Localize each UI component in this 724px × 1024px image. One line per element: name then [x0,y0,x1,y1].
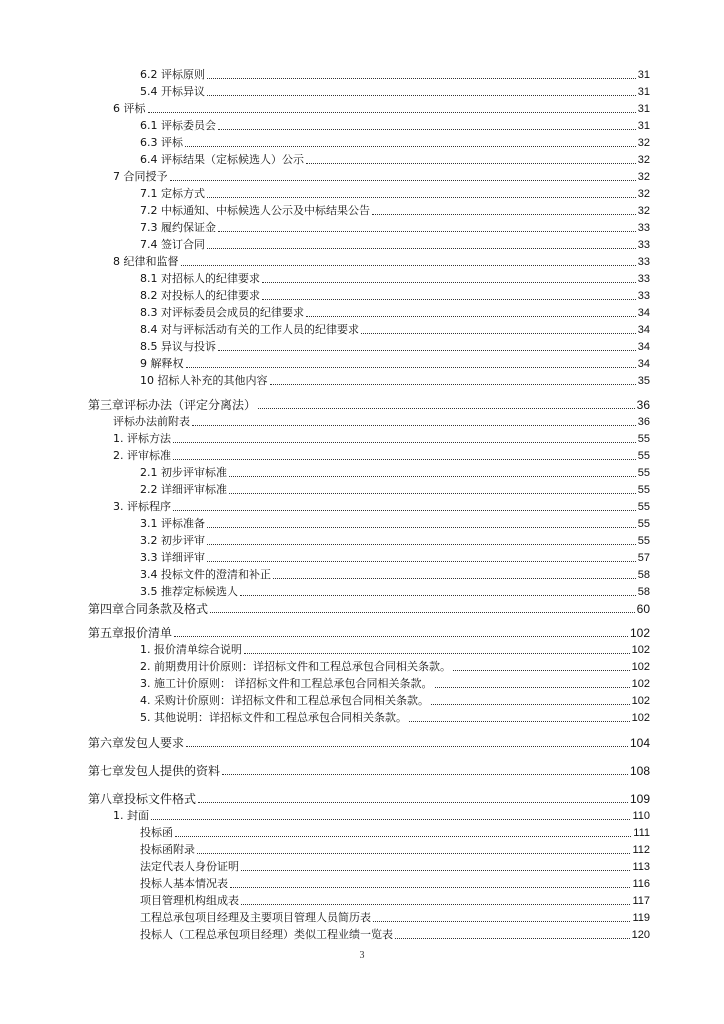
toc-leader-dots [207,527,636,528]
toc-entry-title: 2. 评审标准 [113,449,171,462]
toc-leader-dots [173,442,636,443]
toc-entry-title: 3.2 初步评审 [140,534,205,547]
toc-leader-dots [361,333,636,334]
toc-leader-dots [175,836,631,837]
toc-entry-title: 第六章发包人要求 [88,736,185,750]
toc-entry[interactable] [140,841,650,857]
toc-entry-page: 104 [629,736,650,750]
toc-entry[interactable] [88,600,650,616]
toc-entry-page: 111 [633,827,650,839]
toc-leader-dots [262,299,636,300]
toc-entry-page: 108 [629,764,650,778]
toc-entry[interactable] [140,532,650,548]
toc-entry[interactable] [140,355,650,371]
toc-entry-title: 评标办法前附表 [113,415,190,428]
toc-entry[interactable] [113,253,650,269]
toc-entry[interactable] [113,100,650,116]
toc-entry-title: 7.1 定标方式 [140,187,205,200]
toc-leader-dots [431,704,630,705]
toc-entry-page: 102 [631,695,650,707]
toc-entry-page: 33 [637,239,650,251]
toc-entry[interactable] [140,117,650,133]
toc-leader-dots [181,265,636,266]
toc-entry-page: 116 [632,878,650,890]
toc-entry[interactable] [140,83,650,99]
toc-entry-title: 8.2 对投标人的纪律要求 [140,289,260,302]
toc-entry-page: 113 [632,861,650,873]
toc-entry-page: 32 [637,171,650,183]
toc-entry-page: 31 [637,103,650,115]
toc-entry-page: 60 [636,602,650,616]
toc-entry-title: 7.4 签订合同 [140,238,205,251]
toc-entry-page: 55 [637,433,650,445]
toc-entry[interactable] [140,66,650,82]
toc-entry-title: 4. 采购计价原则：详招标文件和工程总承包合同相关条款。 [140,694,429,707]
toc-entry-page: 34 [637,341,650,353]
toc-entry-title: 5. 其他说明：详招标文件和工程总承包合同相关条款。 [140,711,407,724]
toc-entry[interactable] [140,824,650,840]
toc-leader-dots [174,636,628,637]
toc-entry-title: 第八章投标文件格式 [88,792,197,806]
toc-leader-dots [222,774,628,775]
toc-leader-dots [229,493,636,494]
toc-entry-title: 6.1 评标委员会 [140,119,216,132]
toc-entry-page: 33 [637,290,650,302]
toc-entry-page: 55 [637,467,650,479]
toc-entry-page: 102 [631,712,650,724]
toc-entry[interactable] [88,396,650,412]
toc-entry-title: 1. 评标方法 [113,432,171,445]
toc-entry-title: 法定代表人身份证明 [140,860,239,873]
toc-entry[interactable] [140,709,650,725]
toc-entry-page: 119 [632,912,650,924]
toc-entry-page: 32 [637,205,650,217]
toc-leader-dots [218,231,636,232]
toc-entry-title: 5.4 开标异议 [140,85,205,98]
toc-entry[interactable] [140,464,650,480]
toc-entry-title: 6.4 评标结果（定标候选人）公示 [140,153,304,166]
toc-leader-dots [186,746,628,747]
toc-leader-dots [409,721,630,722]
toc-entry-title: 8.4 对与评标活动有关的工作人员的纪律要求 [140,323,359,336]
toc-entry[interactable] [140,549,650,565]
toc-entry-page: 35 [637,375,650,387]
toc-leader-dots [262,282,636,283]
toc-entry-page: 31 [637,86,650,98]
toc-leader-dots [207,197,636,198]
toc-entry-title: 1. 报价清单综合说明 [140,643,242,656]
toc-entry-title: 投标函 [140,826,173,839]
toc-leader-dots [173,459,636,460]
toc-entry-title: 投标人（工程总承包项目经理）类似工程业绩一览表 [140,928,393,941]
page-number: 3 [359,950,365,961]
toc-entry[interactable] [140,185,650,201]
toc-entry-page: 33 [637,273,650,285]
toc-leader-dots [207,561,636,562]
toc-entry[interactable] [140,515,650,531]
toc-entry-page: 57 [637,552,650,564]
toc-leader-dots [258,408,635,409]
toc-leader-dots [453,670,630,671]
toc-leader-dots [197,853,630,854]
toc-entry-page: 36 [637,416,650,428]
toc-entry[interactable] [113,498,650,514]
toc-entry-title: 第七章发包人提供的资料 [88,764,221,778]
toc-entry[interactable] [140,658,650,674]
toc-entry[interactable] [113,413,650,429]
toc-entry-page: 112 [632,844,650,856]
toc-entry-title: 3. 评标程序 [113,500,171,513]
toc-leader-dots [306,163,636,164]
toc-entry-title: 1. 封面 [113,809,149,822]
toc-entry[interactable] [140,304,650,320]
toc-entry[interactable] [140,858,650,874]
toc-entry-title: 3. 施工计价原则： 详招标文件和工程总承包合同相关条款。 [140,677,433,690]
toc-leader-dots [218,129,636,130]
toc-leader-dots [210,612,635,613]
toc-leader-dots [372,214,636,215]
toc-leader-dots [207,78,636,79]
toc-entry-page: 120 [631,929,650,941]
toc-leader-dots [435,687,630,688]
toc-entry-title: 投标函附录 [140,843,195,856]
toc-entry-page: 34 [637,307,650,319]
toc-leader-dots [148,112,636,113]
toc-leader-dots [207,248,636,249]
toc-entry-page: 110 [632,810,650,822]
toc-entry[interactable] [140,219,650,235]
toc-leader-dots [241,904,630,905]
toc-entry-title: 8 纪律和监督 [113,255,179,268]
toc-entry-page: 33 [637,256,650,268]
toc-leader-dots [207,544,636,545]
toc-entry[interactable] [140,287,650,303]
toc-entry[interactable] [113,168,650,184]
toc-entry-page: 102 [631,678,650,690]
toc-entry-title: 8.3 对评标委员会成员的纪律要求 [140,306,304,319]
toc-entry[interactable] [113,430,650,446]
toc-entry-page: 55 [637,535,650,547]
toc-entry-title: 6 评标 [113,102,146,115]
toc-entry[interactable] [113,447,650,463]
toc-entry-title: 7.3 履约保证金 [140,221,216,234]
toc-entry[interactable] [88,734,650,750]
toc-leader-dots [241,870,630,871]
toc-entry-title: 8.5 异议与投诉 [140,340,216,353]
toc-leader-dots [198,802,628,803]
toc-entry-title: 3.3 详细评审 [140,551,205,564]
toc-entry[interactable] [140,692,650,708]
toc-entry-title: 7.2 中标通知、中标候选人公示及中标结果公告 [140,204,370,217]
toc-leader-dots [270,384,636,385]
toc-entry-page: 36 [636,398,650,412]
toc-entry-title: 第五章报价清单 [88,626,173,640]
toc-entry[interactable] [140,583,650,599]
toc-entry-title: 9 解释权 [140,357,184,370]
toc-entry-page: 55 [637,450,650,462]
toc-entry-page: 32 [637,188,650,200]
toc-entry[interactable] [140,338,650,354]
toc-entry[interactable] [140,134,650,150]
toc-entry-page: 55 [637,518,650,530]
toc-entry-title: 8.1 对招标人的纪律要求 [140,272,260,285]
toc-leader-dots [373,921,630,922]
toc-entry-page: 102 [629,626,650,640]
toc-leader-dots [151,819,630,820]
toc-entry-title: 3.5 推荐定标候选人 [140,585,238,598]
toc-entry[interactable] [140,875,650,891]
toc-entry-page: 117 [632,895,650,907]
toc-entry-page: 31 [637,120,650,132]
toc-entry-title: 第四章合同条款及格式 [88,602,209,616]
toc-leader-dots [395,938,630,939]
toc-leader-dots [244,653,630,654]
toc-entry[interactable] [140,372,650,388]
toc-entry-page: 32 [637,154,650,166]
toc-entry-page: 31 [637,69,650,81]
toc-entry-title: 6.3 评标 [140,136,183,149]
toc-entry-title: 7 合同授予 [113,170,168,183]
toc-leader-dots [240,595,636,596]
toc-entry[interactable] [140,270,650,286]
toc-entry-title: 工程总承包项目经理及主要项目管理人员简历表 [140,911,371,924]
toc-leader-dots [173,510,636,511]
toc-entry[interactable] [88,790,650,806]
toc-entry-page: 58 [637,569,650,581]
toc-entry[interactable] [140,926,650,942]
toc-leader-dots [230,887,630,888]
toc-entry-title: 第三章评标办法（评定分离法） [88,398,257,412]
toc-leader-dots [192,425,636,426]
toc-entry[interactable] [88,624,650,640]
toc-entry-page: 34 [637,358,650,370]
toc-leader-dots [229,476,636,477]
toc-entry-page: 102 [631,661,650,673]
toc-entry-page: 58 [637,586,650,598]
toc-entry-page: 32 [637,137,650,149]
toc-leader-dots [186,367,636,368]
toc-leader-dots [273,578,636,579]
toc-entry-title: 2. 前期费用计价原则：详招标文件和工程总承包合同相关条款。 [140,660,451,673]
toc-entry[interactable] [140,321,650,337]
toc-entry-page: 55 [637,484,650,496]
toc-entry-page: 109 [629,792,650,806]
toc-entry-title: 6.2 评标原则 [140,68,205,81]
toc-entry-title: 3.4 投标文件的澄清和补正 [140,568,271,581]
toc-entry[interactable] [140,641,650,657]
toc-leader-dots [207,95,636,96]
toc-entry-title: 3.1 评标准备 [140,517,205,530]
toc-leader-dots [185,146,636,147]
toc-entry[interactable] [140,892,650,908]
toc-entry[interactable] [140,675,650,691]
toc-entry-page: 34 [637,324,650,336]
toc-leader-dots [306,316,636,317]
toc-entry-page: 102 [631,644,650,656]
toc-entry-page: 33 [637,222,650,234]
toc-entry[interactable] [140,151,650,167]
toc-entry-title: 2.2 详细评审标准 [140,483,227,496]
toc-entry[interactable] [140,481,650,497]
toc-entry-title: 投标人基本情况表 [140,877,228,890]
toc-entry-title: 2.1 初步评审标准 [140,466,227,479]
toc-entry-title: 项目管理机构组成表 [140,894,239,907]
toc-leader-dots [170,180,636,181]
toc-entry-title: 10 招标人补充的其他内容 [140,374,268,387]
toc-entry[interactable] [140,909,650,925]
toc-entry[interactable] [140,202,650,218]
toc-entry-page: 55 [637,501,650,513]
toc-entry[interactable] [113,807,650,823]
toc-entry[interactable] [140,566,650,582]
toc-entry[interactable] [140,236,650,252]
toc-leader-dots [218,350,636,351]
toc-entry[interactable] [88,762,650,778]
